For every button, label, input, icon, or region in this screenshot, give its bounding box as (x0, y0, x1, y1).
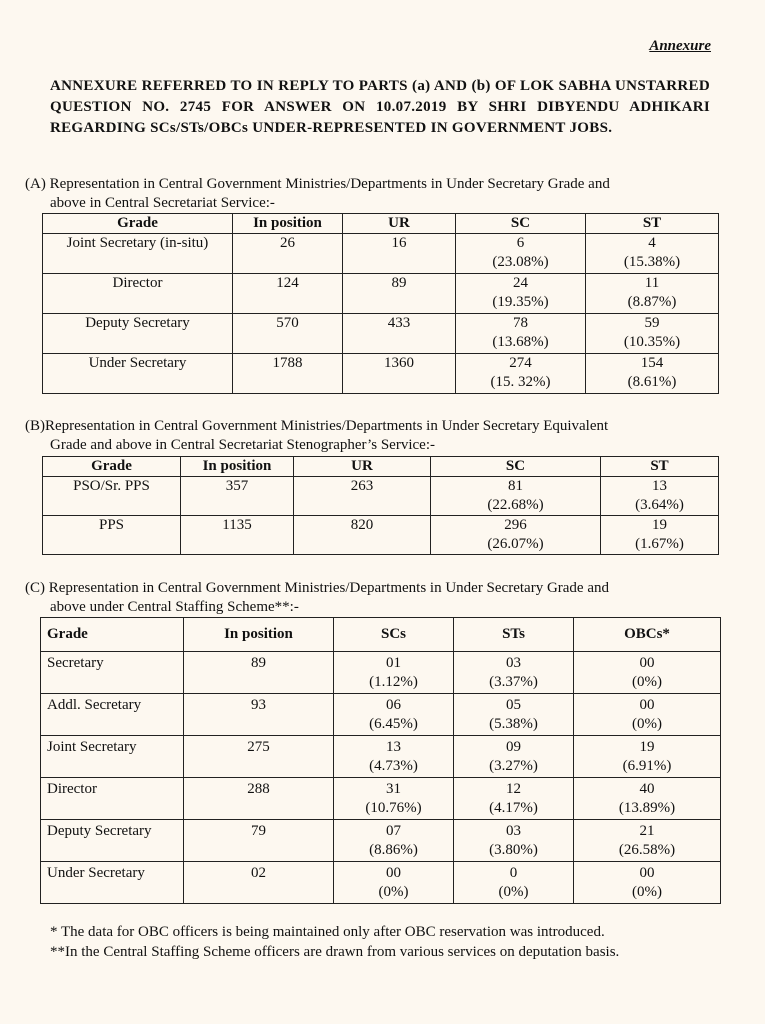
table-row (43, 516, 719, 555)
value-cell: 59 (10.35%) (586, 314, 719, 354)
value-cell: 11 (8.87%) (586, 274, 719, 314)
value-cell: 01 (1.12%) (334, 652, 454, 694)
value-cell: 820 (294, 516, 431, 555)
value-cell: 275 (184, 736, 334, 778)
table-row (41, 820, 721, 862)
grade-cell: Joint Secretary (41, 736, 184, 778)
section-b-caption (25, 417, 711, 455)
table-c (40, 617, 721, 904)
value-cell: 4 (15.38%) (586, 234, 719, 274)
column-header: SCs (334, 618, 454, 652)
value-cell: 09 (3.27%) (454, 736, 574, 778)
value-cell: 06 (6.45%) (334, 694, 454, 736)
section-a-line2: above in Central Secretariat Service:- (50, 195, 275, 211)
value-cell: 19 (6.91%) (574, 736, 721, 778)
value-cell: 00 (0%) (574, 652, 721, 694)
column-header: ST (586, 214, 719, 234)
section-a-line1: (A) Representation in Central Government Ministries/Departments in Under Secretary Grade and (25, 176, 610, 192)
value-cell: 124 (233, 274, 343, 314)
value-cell: 81 (22.68%) (431, 477, 601, 516)
table-row (43, 354, 719, 394)
section-a-caption (25, 175, 711, 213)
value-cell: 24 (19.35%) (456, 274, 586, 314)
table-row (41, 694, 721, 736)
column-header: OBCs* (574, 618, 721, 652)
document-heading: ANNEXURE REFERRED TO IN REPLY TO PARTS (a) AND (b) OF LOK SABHA UNSTARRED QUESTION NO. 2745 FOR ANSWER ON 10.07.2019 BY SHRI DIBYENDU ADHIKARI REGARDING SCs/STs/OBCs UNDER-REPRESENTED IN GOVERNMENT JOBS. (50, 78, 710, 136)
column-header: In position (184, 618, 334, 652)
value-cell: 26 (233, 234, 343, 274)
value-cell: 40 (13.89%) (574, 778, 721, 820)
value-cell: 263 (294, 477, 431, 516)
value-cell: 1788 (233, 354, 343, 394)
table-row (43, 274, 719, 314)
grade-cell: Director (41, 778, 184, 820)
grade-cell: Secretary (41, 652, 184, 694)
grade-cell: Deputy Secretary (41, 820, 184, 862)
section-c-line1: (C) Representation in Central Government Ministries/Departments in Under Secretary Grade and (25, 580, 609, 596)
value-cell: 13 (3.64%) (601, 477, 719, 516)
value-cell: 93 (184, 694, 334, 736)
table-header-row (43, 457, 719, 477)
column-header: ST (601, 457, 719, 477)
footnote-central-staffing: **In the Central Staffing Scheme officers are drawn from various services on deputation basis. (50, 944, 620, 960)
value-cell: 00 (0%) (574, 694, 721, 736)
column-header: STs (454, 618, 574, 652)
table-row (41, 862, 721, 904)
table-row (43, 477, 719, 516)
column-header: UR (294, 457, 431, 477)
value-cell: 16 (343, 234, 456, 274)
section-b-line2: Grade and above in Central Secretariat Stenographer’s Service:- (50, 437, 435, 453)
value-cell: 19 (1.67%) (601, 516, 719, 555)
value-cell: 1360 (343, 354, 456, 394)
column-header: SC (431, 457, 601, 477)
column-header: In position (181, 457, 294, 477)
value-cell: 00 (0%) (334, 862, 454, 904)
column-header: SC (456, 214, 586, 234)
table-row (41, 652, 721, 694)
grade-cell: Director (43, 274, 233, 314)
table-row (43, 314, 719, 354)
table-b (42, 456, 719, 555)
value-cell: 6 (23.08%) (456, 234, 586, 274)
column-header: Grade (43, 214, 233, 234)
value-cell: 78 (13.68%) (456, 314, 586, 354)
grade-cell: Under Secretary (43, 354, 233, 394)
value-cell: 21 (26.58%) (574, 820, 721, 862)
table-row (43, 234, 719, 274)
footnote-obc: * The data for OBC officers is being maintained only after OBC reservation was introduced. (50, 924, 605, 940)
value-cell: 07 (8.86%) (334, 820, 454, 862)
grade-cell: PSO/Sr. PPS (43, 477, 181, 516)
column-header: Grade (43, 457, 181, 477)
table-row (41, 736, 721, 778)
value-cell: 89 (343, 274, 456, 314)
column-header: UR (343, 214, 456, 234)
value-cell: 13 (4.73%) (334, 736, 454, 778)
value-cell: 05 (5.38%) (454, 694, 574, 736)
value-cell: 31 (10.76%) (334, 778, 454, 820)
section-b-line1: (B)Representation in Central Government Ministries/Departments in Under Secretary Equivalent (25, 418, 609, 434)
value-cell: 00 (0%) (574, 862, 721, 904)
value-cell: 03 (3.80%) (454, 820, 574, 862)
grade-cell: Joint Secretary (in-situ) (43, 234, 233, 274)
value-cell: 296 (26.07%) (431, 516, 601, 555)
annexure-label: Annexure (649, 38, 711, 54)
grade-cell: Addl. Secretary (41, 694, 184, 736)
column-header: Grade (41, 618, 184, 652)
table-a (42, 213, 719, 394)
value-cell: 03 (3.37%) (454, 652, 574, 694)
value-cell: 357 (181, 477, 294, 516)
value-cell: 433 (343, 314, 456, 354)
section-c-line2: above under Central Staffing Scheme**:- (50, 599, 299, 615)
table-header-row (41, 618, 721, 652)
value-cell: 89 (184, 652, 334, 694)
column-header: In position (233, 214, 343, 234)
value-cell: 0 (0%) (454, 862, 574, 904)
value-cell: 1135 (181, 516, 294, 555)
value-cell: 288 (184, 778, 334, 820)
section-c-caption (25, 579, 711, 617)
grade-cell: PPS (43, 516, 181, 555)
value-cell: 02 (184, 862, 334, 904)
value-cell: 79 (184, 820, 334, 862)
value-cell: 570 (233, 314, 343, 354)
value-cell: 274 (15. 32%) (456, 354, 586, 394)
value-cell: 154 (8.61%) (586, 354, 719, 394)
table-header-row (43, 214, 719, 234)
grade-cell: Under Secretary (41, 862, 184, 904)
grade-cell: Deputy Secretary (43, 314, 233, 354)
table-row (41, 778, 721, 820)
value-cell: 12 (4.17%) (454, 778, 574, 820)
